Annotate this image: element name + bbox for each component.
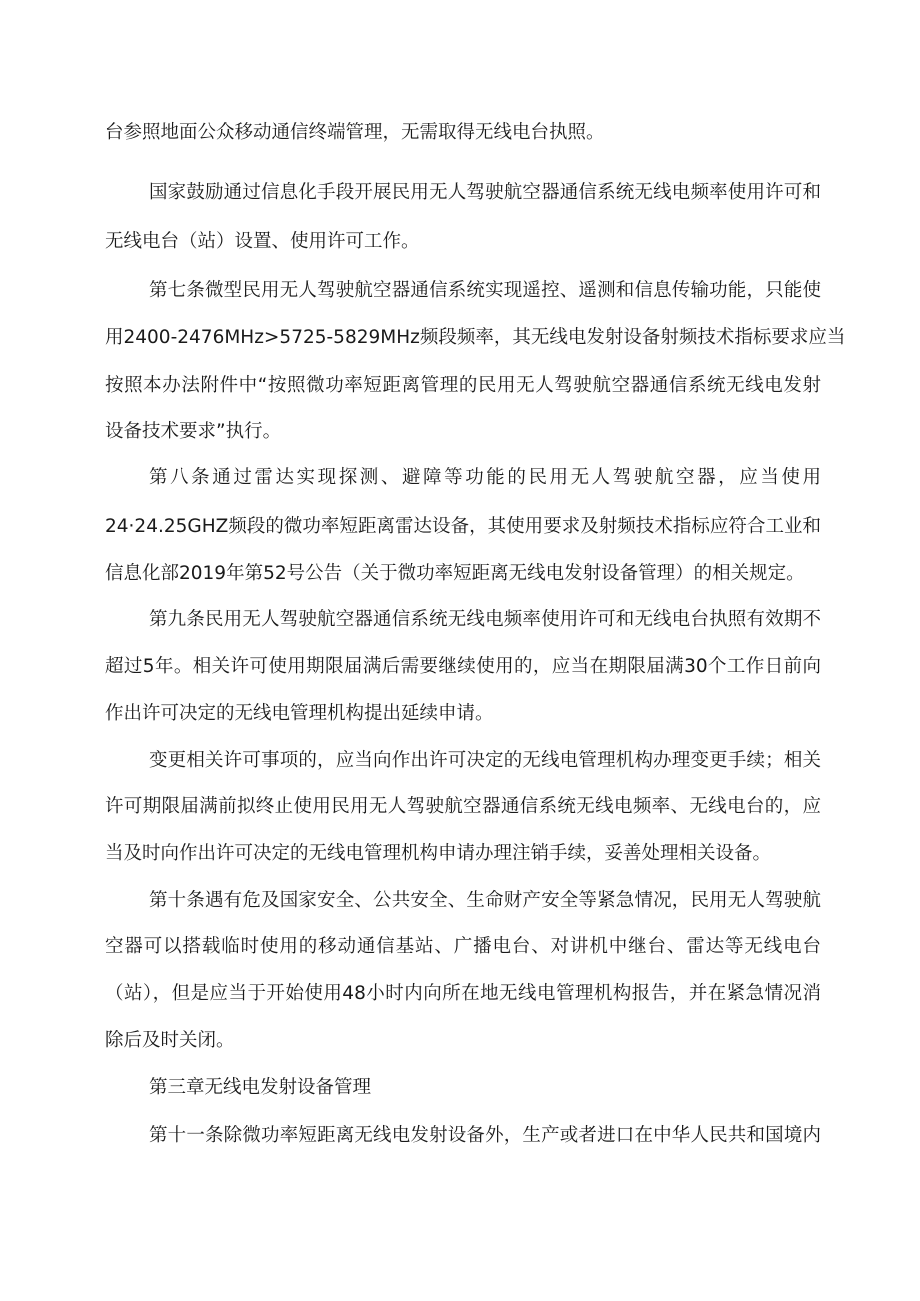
text-line: （站），但是应当于开始使用48小时内向所在地无线电管理机构报告，并在紧急情况消 — [105, 983, 821, 1004]
text-line: 设备技术要求”执行。 — [105, 421, 282, 442]
text-line: 第十条遇有危及国家安全、公共安全、生命财产安全等紧急情况，民用无人驾驶航 — [149, 890, 821, 911]
text-line: 变更相关许可事项的，应当向作出许可决定的无线电管理机构办理变更手续；相关 — [149, 750, 821, 771]
text-line: 第九条民用无人驾驶航空器通信系统无线电频率使用许可和无线电台执照有效期不 — [149, 609, 821, 630]
text-line: 第七条微型民用无人驾驶航空器通信系统实现遥控、遥测和信息传输功能，只能使 — [149, 280, 821, 301]
text-line: 信息化部2019年第52号公告（关于微功率短距离无线电发射设备管理）的相关规定。 — [105, 563, 805, 584]
text-line: 用2400-2476MHz>5725-5829MHz频段频率，其无线电发射设备射频技术指标要求应当 — [105, 327, 846, 348]
text-line: 许可期限届满前拟终止使用民用无人驾驶航空器通信系统无线电频率、无线电台的，应 — [105, 796, 821, 817]
text-line: 24·24.25GHZ频段的微功率短距离雷达设备，其使用要求及射频技术指标应符合工业和 — [105, 516, 821, 537]
text-line: 超过5年。相关许可使用期限届满后需要继续使用的，应当在期限届满30个工作日前向 — [105, 656, 821, 677]
text-line: 按照本办法附件中“按照微功率短距离管理的民用无人驾驶航空器通信系统无线电发射 — [105, 375, 821, 396]
text-line: 无线电台（站）设置、使用许可工作。 — [105, 231, 420, 252]
text-line: 空器可以搭载临时使用的移动通信基站、广播电台、对讲机中继台、雷达等无线电台 — [105, 936, 821, 957]
text-line: 第八条通过雷达实现探测、避障等功能的民用无人驾驶航空器，应当使用 — [149, 467, 821, 488]
text-line: 当及时向作出许可决定的无线电管理机构申请办理注销手续，妥善处理相关设备。 — [105, 843, 772, 864]
text-line: 国家鼓励通过信息化手段开展民用无人驾驶航空器通信系统无线电频率使用许可和 — [149, 182, 821, 203]
text-line: 除后及时关闭。 — [105, 1030, 235, 1051]
text-line: 作出许可决定的无线电管理机构提出延续申请。 — [105, 703, 494, 724]
text-line: 第十一条除微功率短距离无线电发射设备外，生产或者进口在中华人民共和国境内 — [149, 1125, 821, 1146]
section-heading: 第三章无线电发射设备管理 — [149, 1077, 372, 1098]
text-line: 台参照地面公众移动通信终端管理，无需取得无线电台执照。 — [105, 122, 605, 143]
